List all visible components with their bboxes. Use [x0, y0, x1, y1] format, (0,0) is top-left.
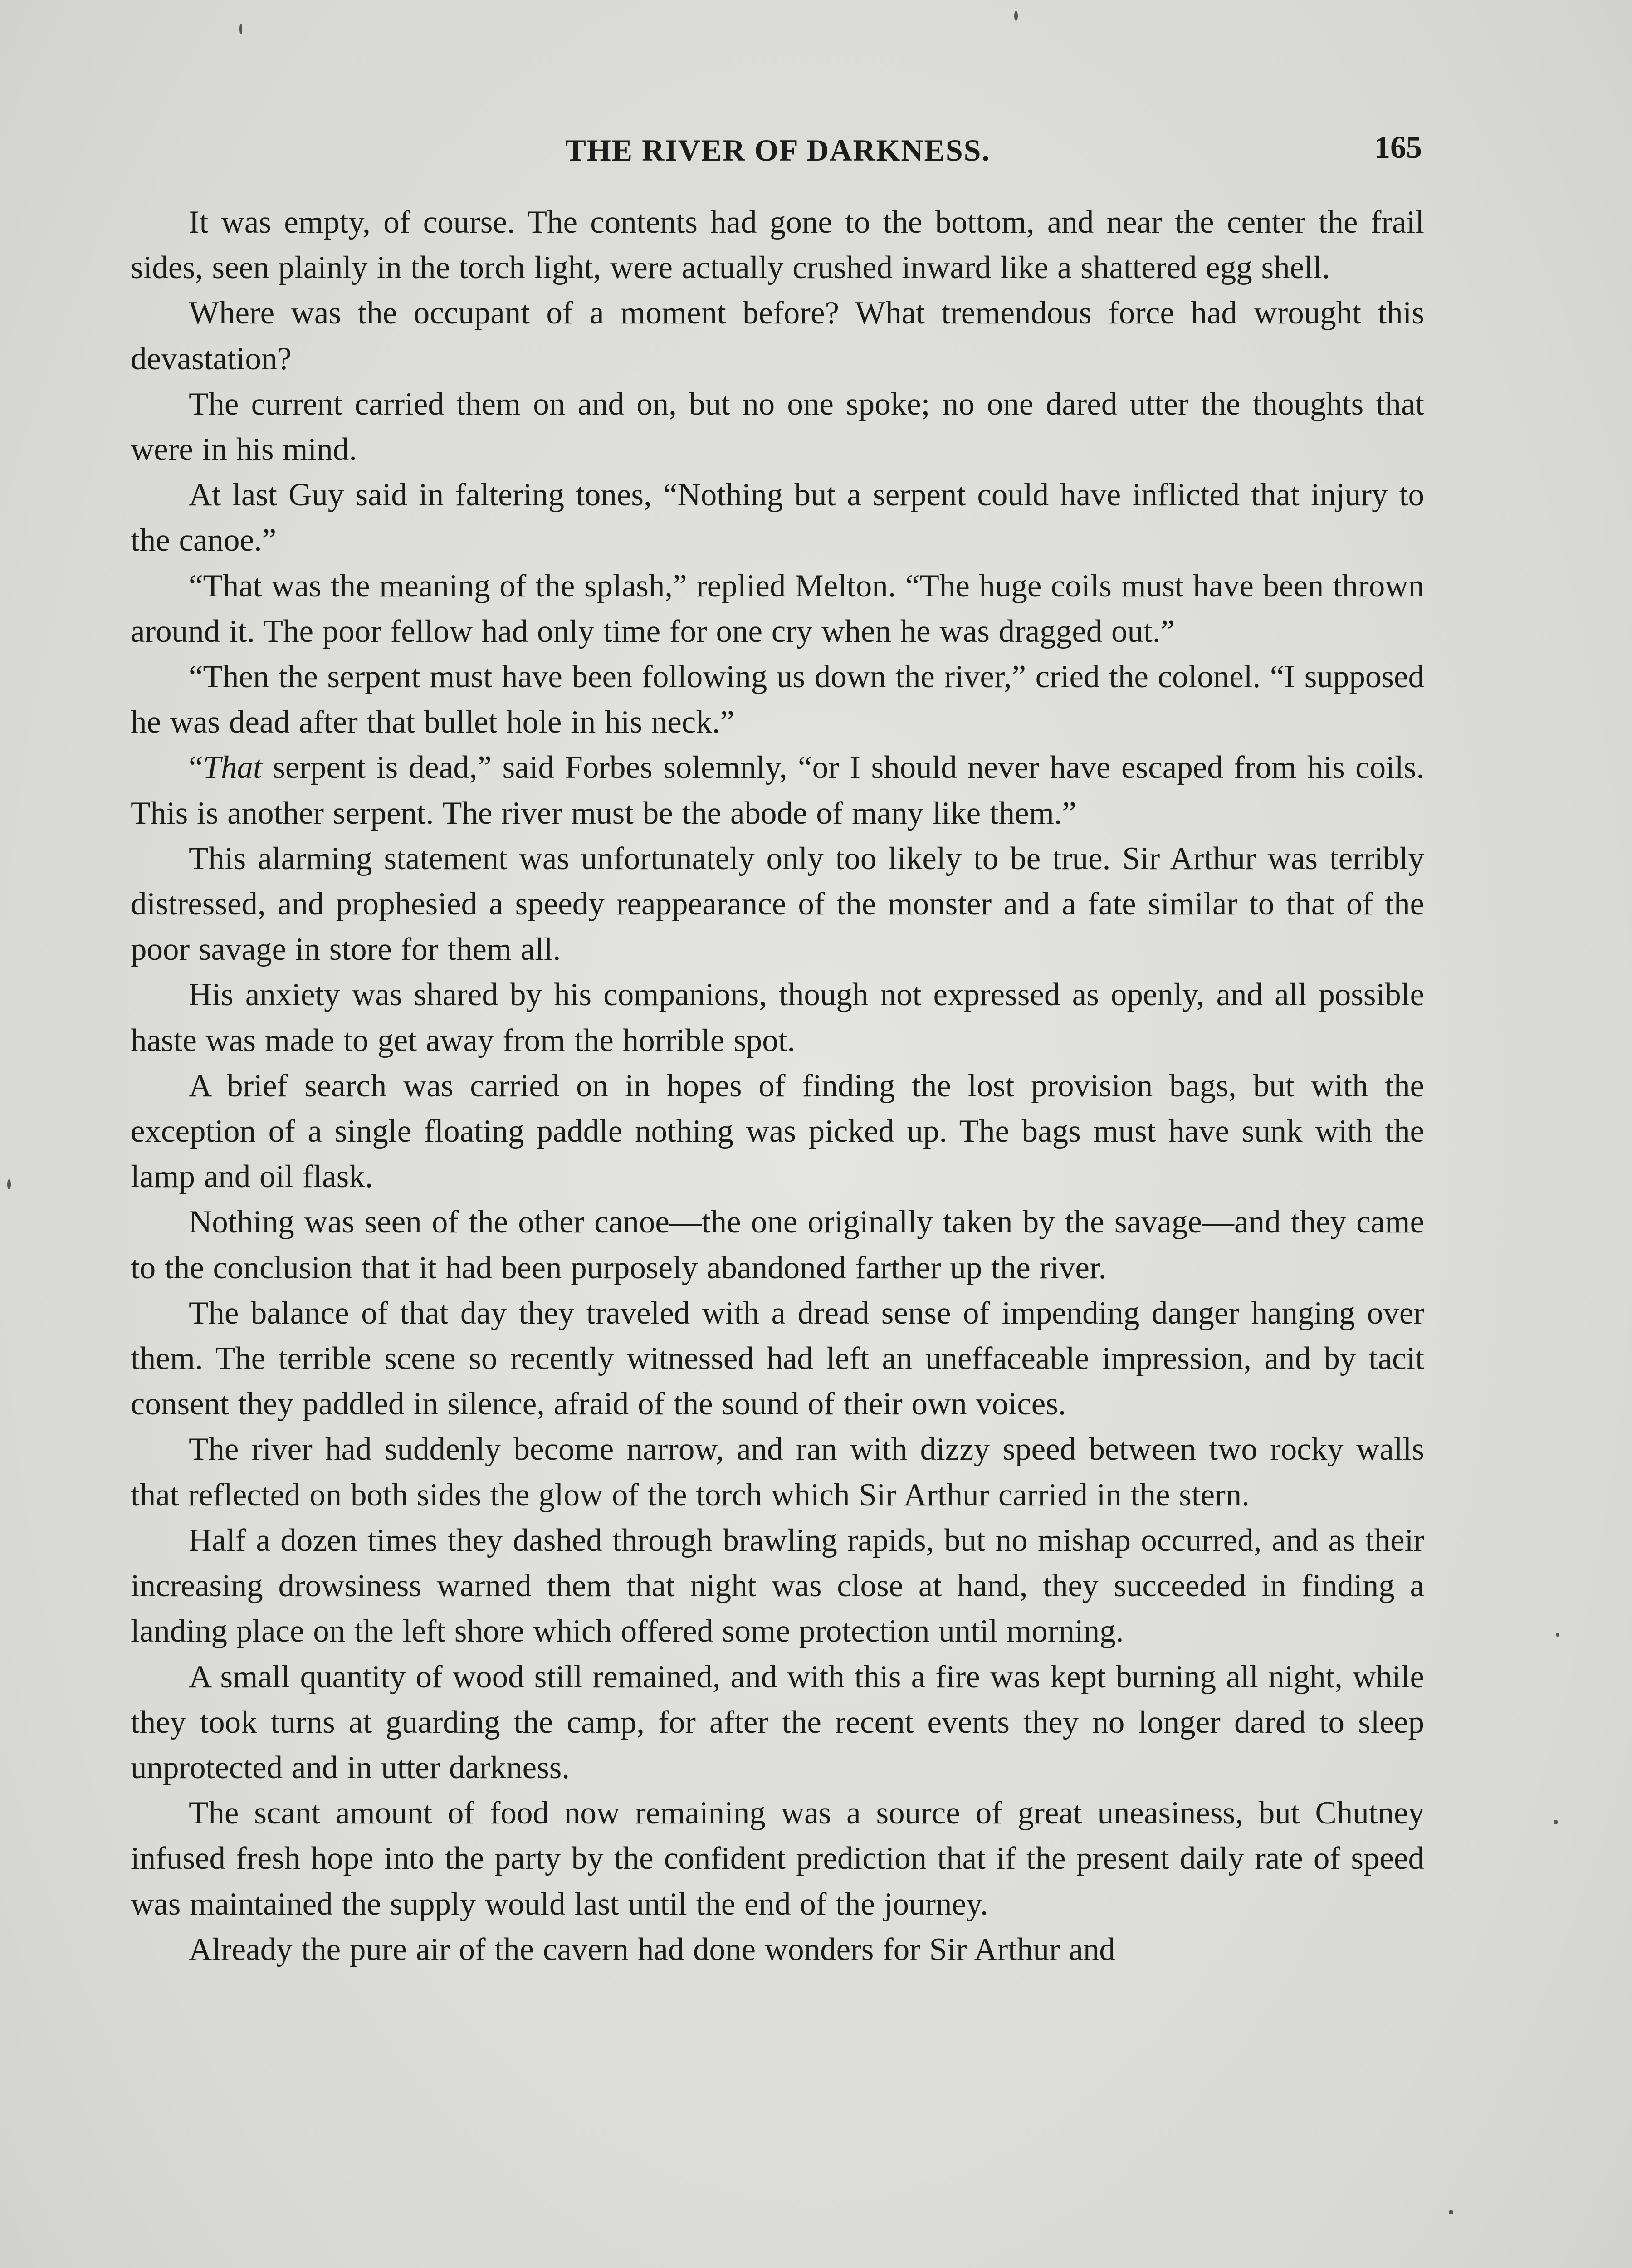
paragraph-last: Already the pure air of the cavern had done wonders for Sir Arthur and	[189, 1931, 1115, 1967]
paragraph: It was empty, of course. The contents had gone to the bottom, and near the center the frail sides, seen plainly in the torch light, were actually crushed inward like a shattered egg shell.	[131, 205, 1424, 286]
emphasized-word: That	[203, 750, 262, 786]
print-speck	[1556, 1633, 1559, 1637]
paragraph: His anxiety was shared by his companions, though not expressed as openly, and all possible haste was made to get away from the horrible spot.	[131, 977, 1424, 1058]
print-speck	[1014, 11, 1018, 21]
paragraph: At last Guy said in faltering tones, “Nothing but a serpent could have inflicted that injury to the canoe.”	[131, 477, 1424, 558]
paragraph: The balance of that day they traveled with a dread sense of impending danger hanging over them. The terrible scene so recently witnessed had left an uneffaceable impression, and by tacit consent they paddled in silence, afraid of the sound of their own voices.	[131, 1295, 1424, 1422]
print-speck	[239, 24, 242, 34]
paragraph-rest: serpent is dead,” said Forbes solemnly, “or I should never have escaped from his coils. This is another serpent. The river must be the abode of many like them.”	[131, 750, 1424, 831]
paragraph: “That was the meaning of the splash,” replied Melton. “The huge coils must have been thrown around it. The poor fellow had only time for one cry when he was dragged out.”	[131, 568, 1424, 649]
paragraph: The current carried them on and on, but no one spoke; no one dared utter the thoughts that were in his mind.	[131, 386, 1424, 468]
paragraph: A brief search was carried on in hopes of finding the lost provision bags, but with the exception of a single floating paddle nothing was picked up. The bags must have sunk with the lamp and oil flask.	[131, 1068, 1424, 1195]
print-speck	[1554, 1820, 1558, 1824]
page-header	[129, 128, 1427, 178]
print-speck	[1449, 2210, 1453, 2214]
paragraph: This alarming statement was unfortunately only too likely to be true. Sir Arthur was terribly distressed, and prophesied a speedy reappearance of the monster and a fate similar to that of the poor savage in store for them all.	[131, 841, 1424, 968]
paragraph: Where was the occupant of a moment before? What tremendous force had wrought this devastation?	[131, 295, 1424, 376]
paragraph: Half a dozen times they dashed through brawling rapids, but no mishap occurred, and as their increasing drowsiness warned them that night was close at hand, they succeeded in finding a landing place on the left shore which offered some protection until morning.	[131, 1522, 1424, 1649]
open-quote: “	[189, 750, 203, 786]
paragraph: The river had suddenly become narrow, and ran with dizzy speed between two rocky walls that reflected on both sides the glow of the torch which Sir Arthur carried in the stern.	[131, 1432, 1424, 1513]
paragraph: A small quantity of wood still remained, and with this a fire was kept burning all night, while they took turns at guarding the camp, for after the recent events they no longer dared to sleep unprotected and in utter darkness.	[131, 1659, 1424, 1785]
paragraph-forbes	[131, 745, 1424, 836]
paragraph: The scant amount of food now remaining was a source of great uneasiness, but Chutney infused fresh hope into the party by the confident prediction that if the present daily rate of speed was maintained the supply would last until the end of the journey.	[131, 1795, 1424, 1922]
print-speck	[7, 1179, 11, 1189]
paragraph: Nothing was seen of the other canoe—the one originally taken by the savage—and they came to the conclusion that it had been purposely abandoned farther up the river.	[131, 1204, 1424, 1286]
paragraph: “Then the serpent must have been following us down the river,” cried the colonel. “I supposed he was dead after that bullet hole in his neck.”	[131, 659, 1424, 740]
running-title: THE RIVER OF DARKNESS.	[565, 133, 991, 167]
body-text	[131, 200, 1424, 1972]
page-number: 165	[1374, 130, 1422, 165]
